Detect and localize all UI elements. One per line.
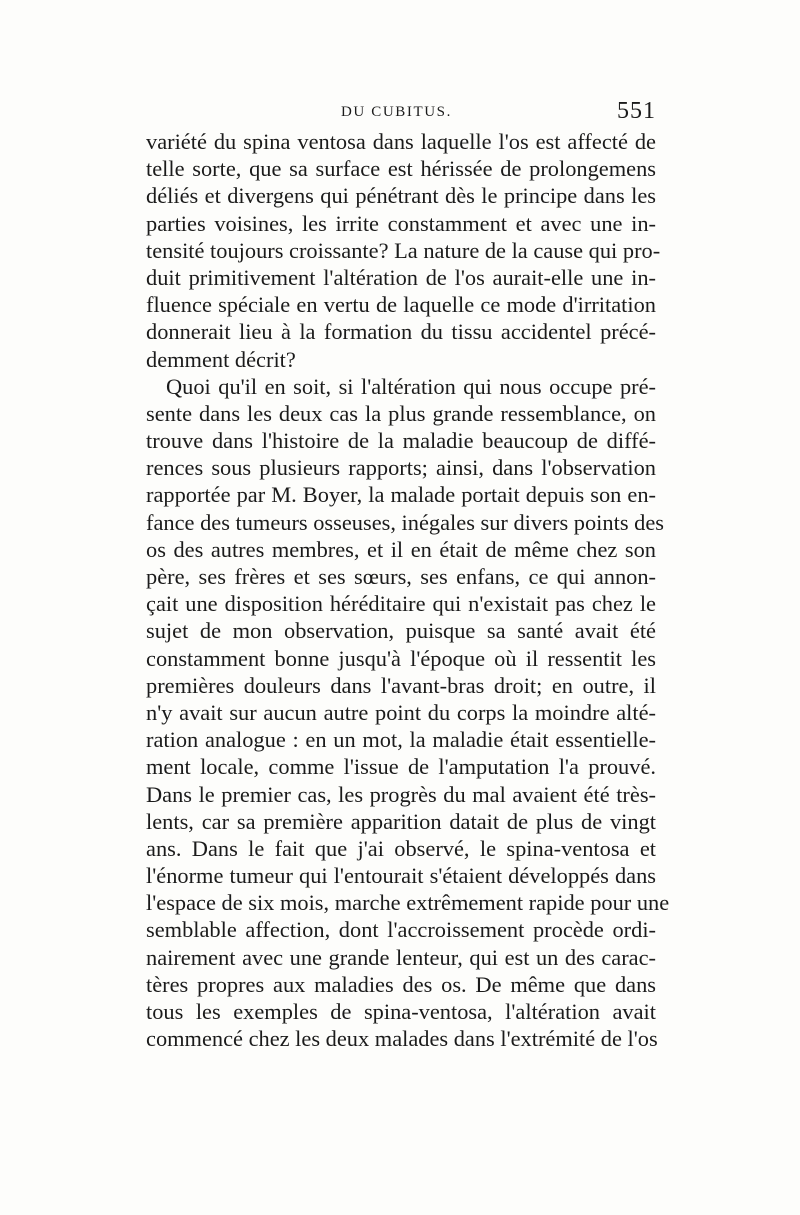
- text-line: nairement avec une grande lenteur, qui est un des carac-: [146, 944, 656, 970]
- text-line: trouve dans l'histoire de la maladie beaucoup de diffé-: [146, 428, 656, 454]
- text-line: l'espace de six mois, marche extrêmement rapide pour une: [146, 890, 670, 916]
- paragraph-end-line: demment décrit?: [146, 346, 296, 372]
- text-line: ration analogue : en un mot, la maladie était essentielle-: [146, 727, 656, 753]
- text-line: parties voisines, les irrite constamment et avec une in-: [146, 210, 656, 236]
- text-line: Dans le premier cas, les progrès du mal avaient été très-: [146, 781, 656, 807]
- text-line: sujet de mon observation, puisque sa santé avait été: [146, 618, 656, 644]
- text-line: fluence spéciale en vertu de laquelle ce mode d'irritation: [146, 292, 656, 318]
- text-line: variété du spina ventosa dans laquelle l'os est affecté de: [146, 129, 656, 154]
- text-line: tères propres aux maladies des os. De même que dans: [146, 971, 656, 997]
- running-title: DU CUBITUS.: [341, 104, 452, 120]
- text-line: duit primitivement l'altération de l'os aurait-elle une in-: [146, 264, 656, 290]
- running-head: [146, 98, 656, 128]
- text-line: père, ses frères et ses sœurs, ses enfans, ce qui annon-: [146, 564, 656, 589]
- page-number: 551: [617, 98, 656, 124]
- text-line: donnerait lieu à la formation du tissu accidentel précé-: [146, 319, 656, 345]
- text-line: lents, car sa première apparition datait de plus de vingt: [146, 808, 656, 834]
- text-line: ans. Dans le fait que j'ai observé, le spina-ventosa et: [146, 835, 656, 861]
- paragraph-start-line: Quoi qu'il en soit, si l'altération qui nous occupe pré-: [166, 373, 656, 399]
- text-line: premières douleurs dans l'avant-bras droit; en outre, il: [146, 672, 656, 698]
- text-line: déliés et divergens qui pénétrant dès le principe dans les: [146, 183, 656, 209]
- text-line: sente dans les deux cas la plus grande ressemblance, on: [146, 400, 656, 426]
- text-line: commencé chez les deux malades dans l'extrémité de l'os: [146, 1026, 658, 1052]
- text-line: semblable affection, dont l'accroissement procède ordi-: [146, 917, 656, 943]
- text-line: telle sorte, que sa surface est hérissée de prolongemens: [146, 156, 656, 182]
- text-line: tensité toujours croissante? La nature de la cause qui pro-: [146, 237, 661, 263]
- text-line: tous les exemples de spina-ventosa, l'altération avait: [146, 999, 656, 1024]
- text-line: rences sous plusieurs rapports; ainsi, dans l'observation: [146, 455, 656, 481]
- text-line: fance des tumeurs osseuses, inégales sur divers points des: [146, 509, 664, 535]
- text-line: constamment bonne jusqu'à l'époque où il ressentit les: [146, 645, 656, 671]
- text-line: ment locale, comme l'issue de l'amputation l'a prouvé.: [146, 754, 656, 780]
- text-line: rapportée par M. Boyer, la malade portait depuis son en-: [146, 482, 656, 508]
- text-line: l'énorme tumeur qui l'entourait s'étaient développés dans: [146, 863, 656, 889]
- body-text: [146, 128, 670, 1052]
- text-line: n'y avait sur aucun autre point du corps la moindre alté-: [146, 699, 656, 725]
- text-line: os des autres membres, et il en était de même chez son: [146, 536, 656, 562]
- text-line: çait une disposition héréditaire qui n'existait pas chez le: [146, 591, 656, 617]
